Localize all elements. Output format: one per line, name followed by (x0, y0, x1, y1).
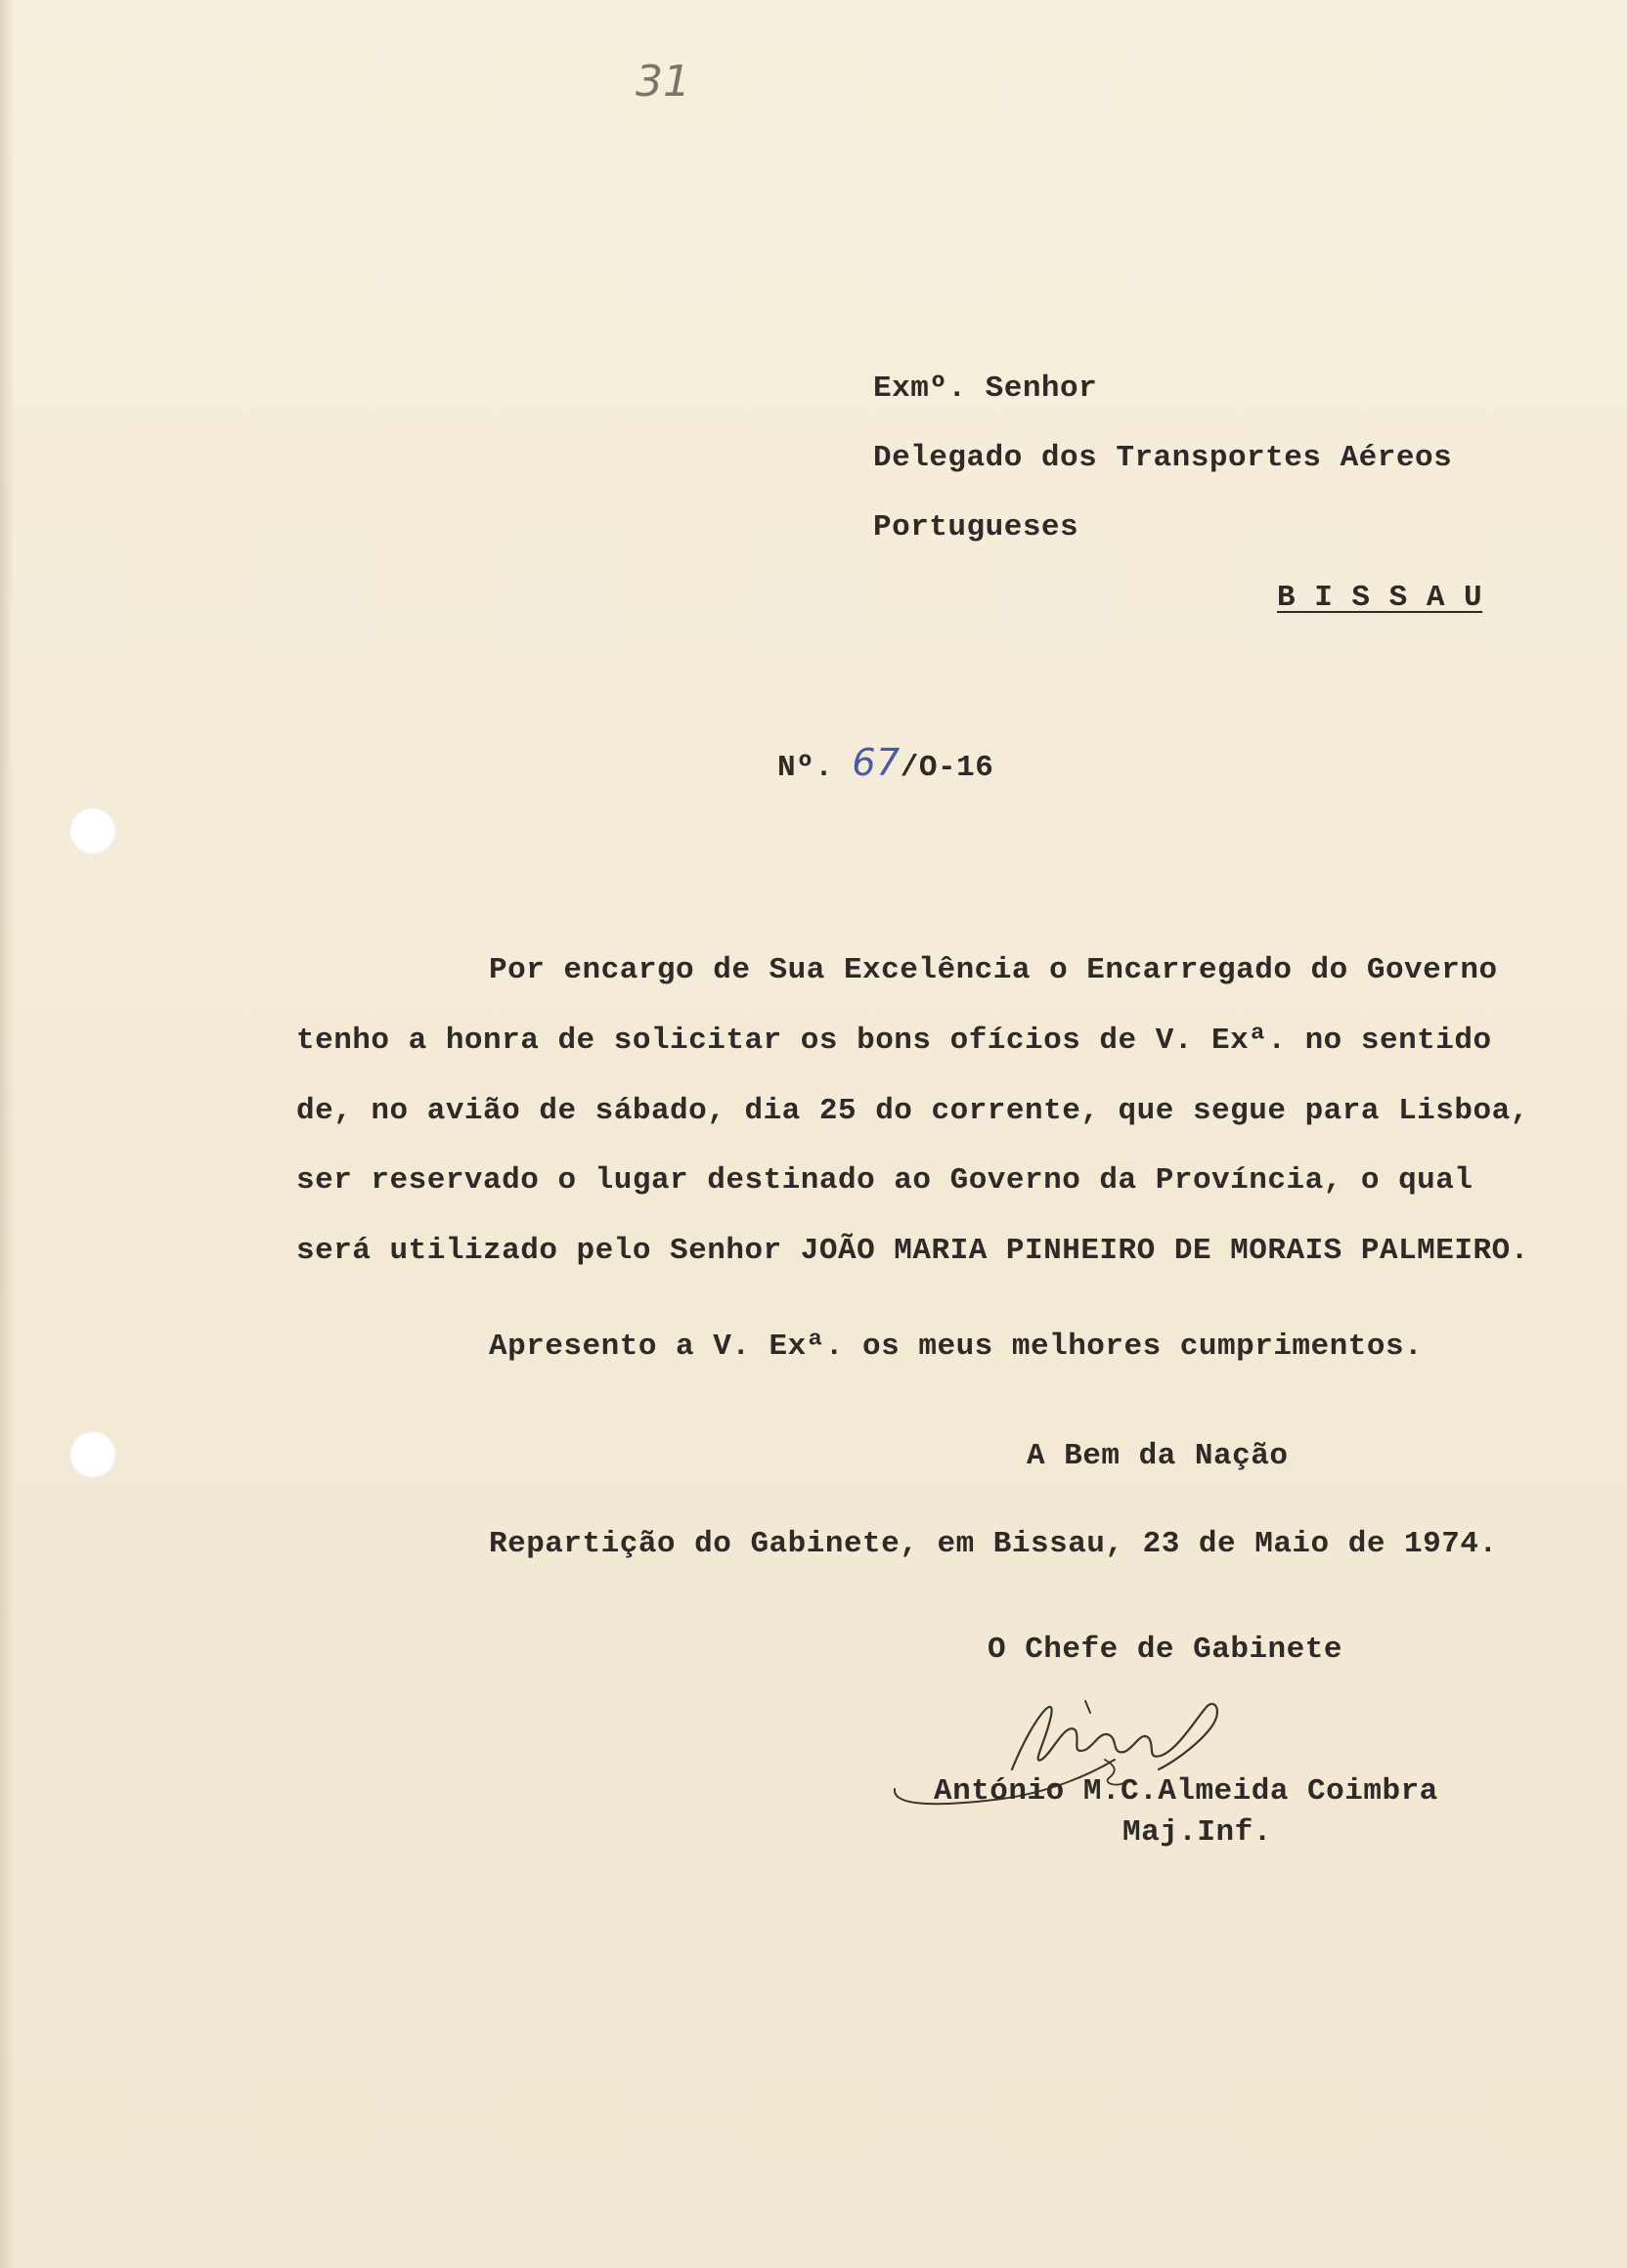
signatory-rank: Maj.Inf. (1122, 1815, 1272, 1850)
body-line-1: Por encargo de Sua Excelência o Encarregado do Governo (489, 953, 1498, 987)
place-and-date: Repartição do Gabinete, em Bissau, 23 de Maio de 1974. (489, 1527, 1498, 1561)
greeting-line: Apresento a V. Exª. os meus melhores cumprimentos. (489, 1330, 1424, 1364)
body-line-3: de, no avião de sábado, dia 25 do corrente, que segue para Lisboa, (296, 1094, 1529, 1128)
body-line-2: tenho a honra de solicitar os bons ofícios de V. Exª. no sentido (296, 1024, 1492, 1058)
reference-prefix: Nº. (777, 751, 834, 785)
addressee-line-1: Delegado dos Transportes Aéreos (873, 441, 1453, 475)
reference-handwritten-number: 67 (852, 741, 901, 784)
addressee-salutation: Exmº. Senhor (873, 371, 1098, 406)
addressee-line-2: Portugueses (873, 510, 1079, 545)
page-edge-shadow (0, 0, 14, 2268)
addressee-city: B I S S A U (1277, 581, 1483, 615)
body-line-5: será utilizado pelo Senhor JOÃO MARIA PINHEIRO DE MORAIS PALMEIRO. (296, 1234, 1529, 1268)
closing-motto: A Bem da Nação (1027, 1439, 1289, 1473)
reference-number (777, 741, 993, 785)
punch-hole-top (69, 807, 116, 854)
pencil-page-mark: 31 (636, 57, 690, 107)
signatory-title: O Chefe de Gabinete (988, 1633, 1342, 1667)
body-line-4: ser reservado o lugar destinado ao Governo da Província, o qual (296, 1163, 1473, 1198)
reference-suffix: /O-16 (900, 751, 994, 785)
punch-hole-bottom (69, 1431, 116, 1478)
signatory-name: António M.C.Almeida Coimbra (934, 1774, 1438, 1809)
